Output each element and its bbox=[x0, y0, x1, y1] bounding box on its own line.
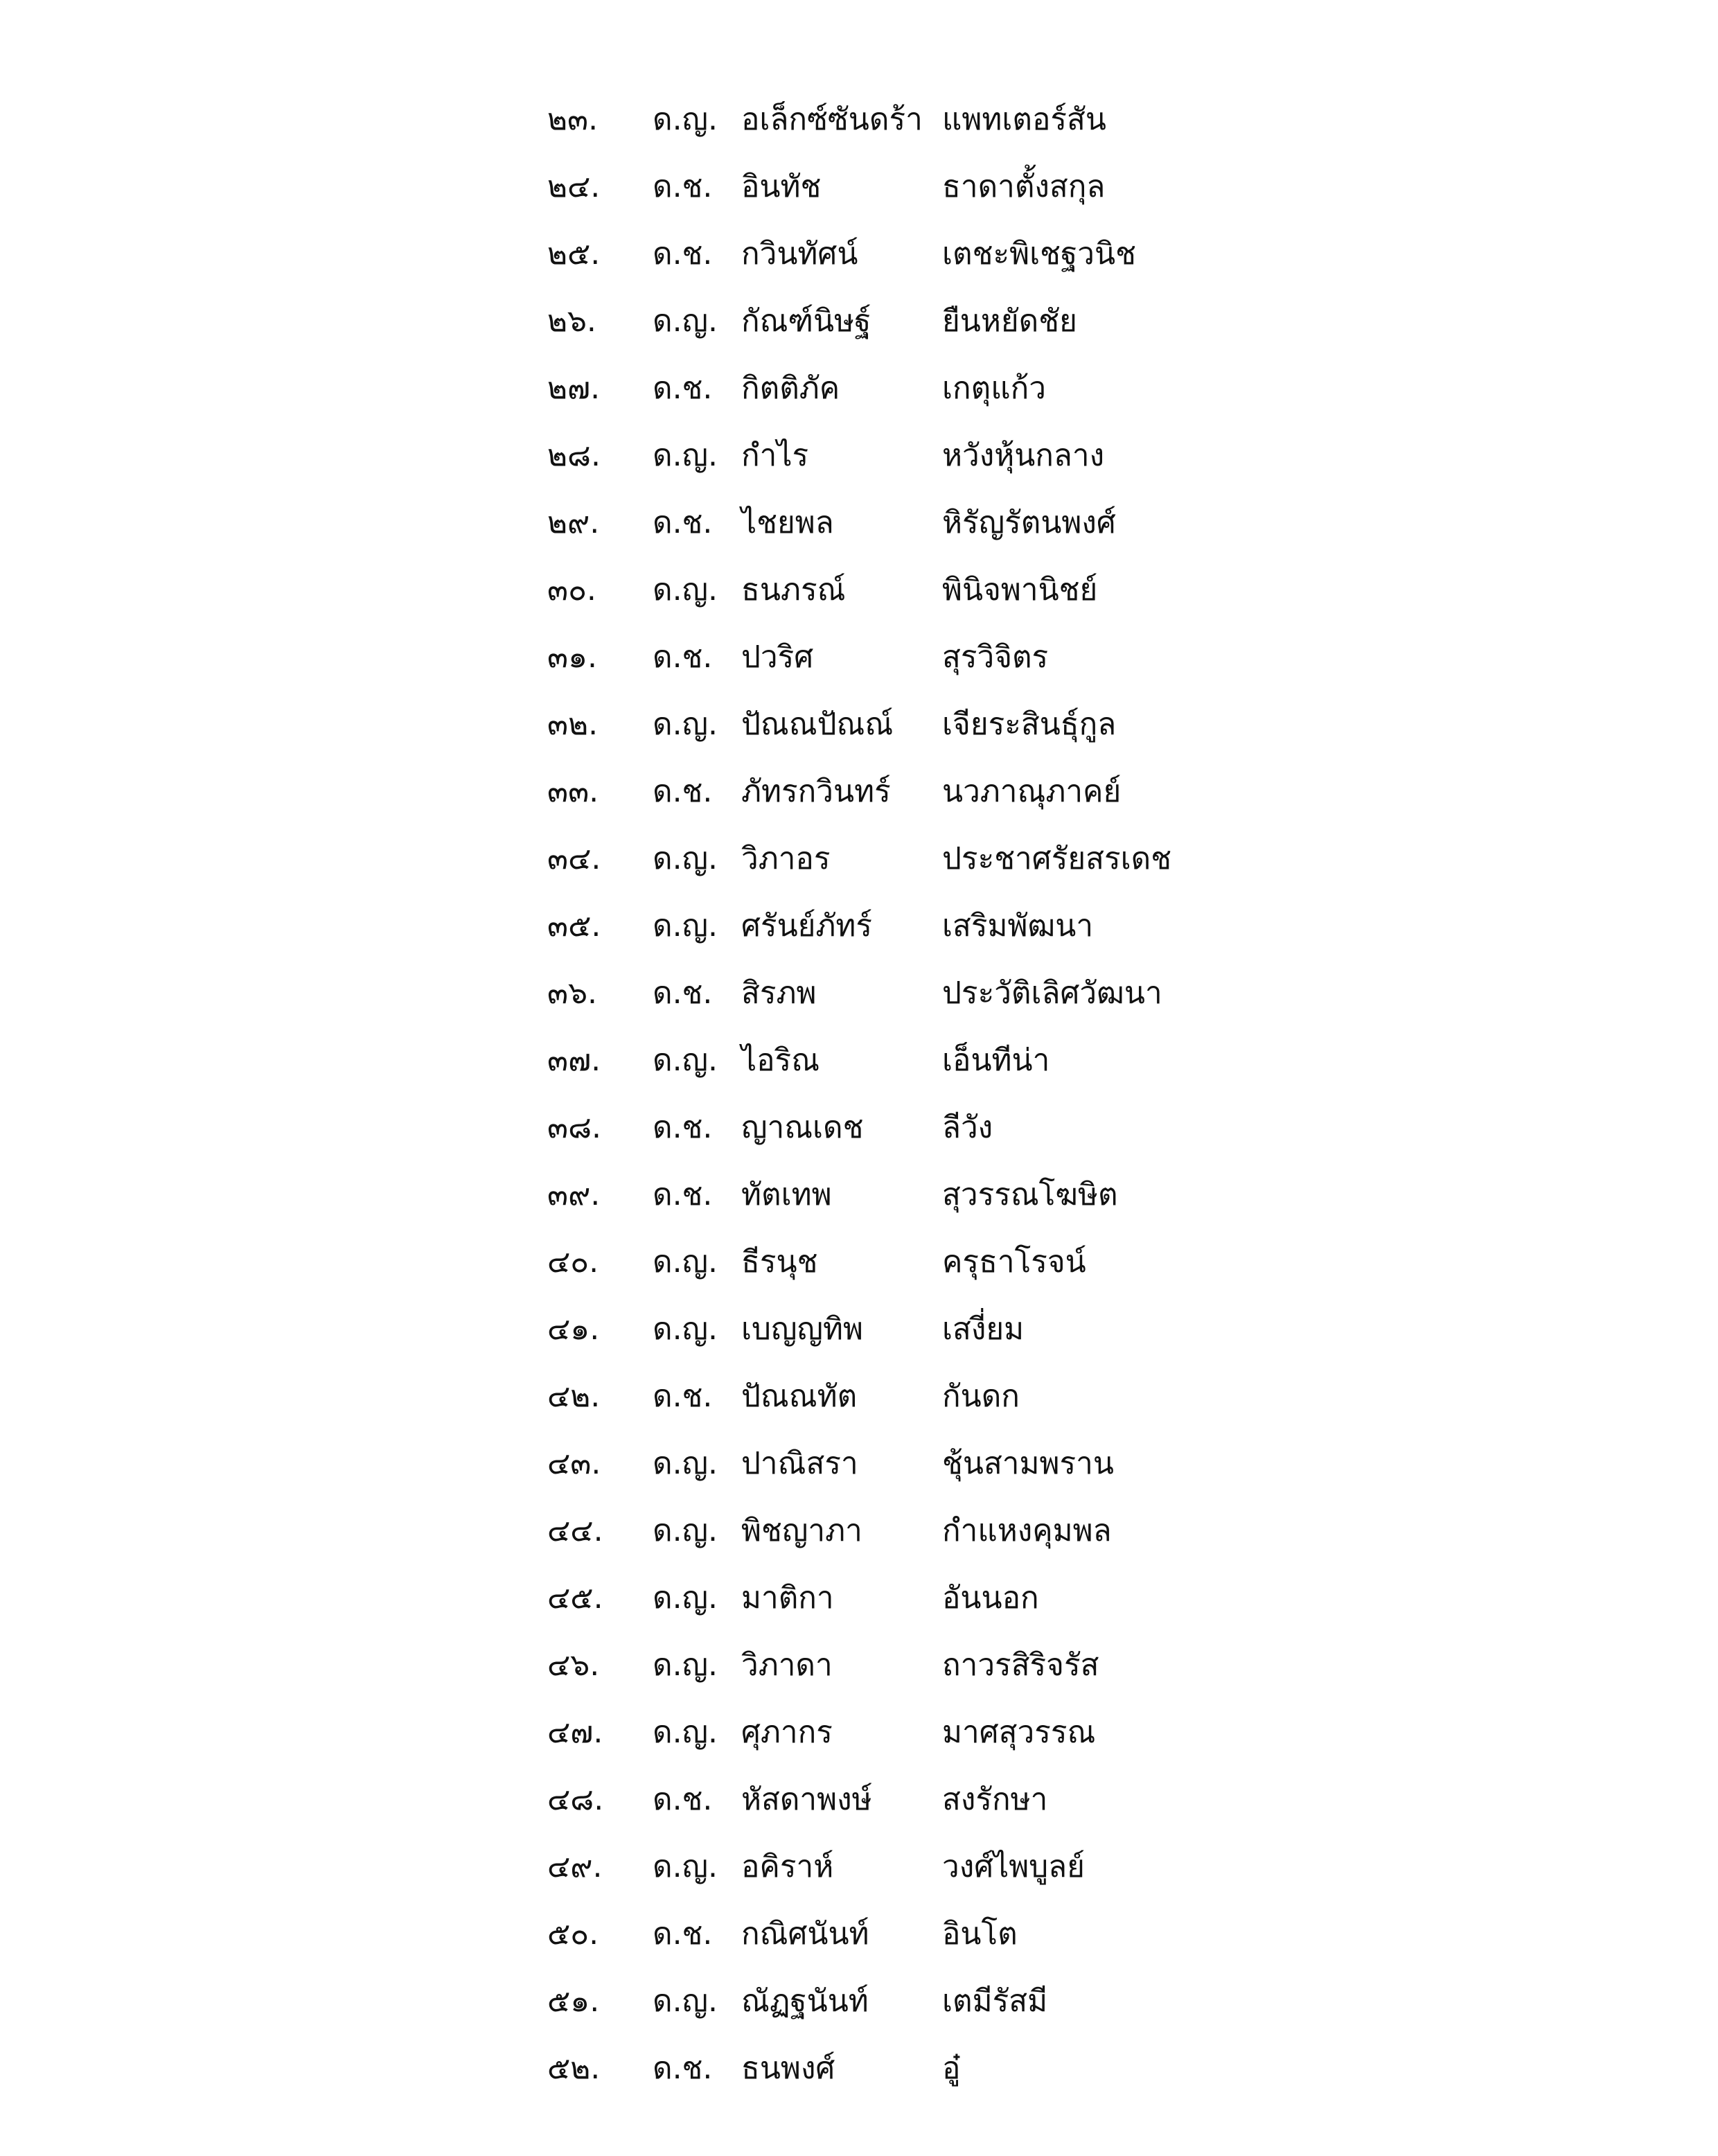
student-last-name: วงศ์ไพบูลย์ bbox=[942, 1849, 1085, 1884]
student-number: ๔๐. bbox=[547, 1244, 599, 1280]
student-last-name: นวภาณุภาคย์ bbox=[942, 774, 1122, 809]
student-number: ๒๓. bbox=[547, 102, 599, 137]
student-row bbox=[0, 556, 1718, 624]
student-number: ๕๐. bbox=[547, 1916, 599, 1952]
student-first-name: สิรภพ bbox=[741, 975, 817, 1011]
student-number: ๒๔. bbox=[547, 169, 601, 204]
student-title: ด.ญ. bbox=[653, 438, 718, 473]
student-first-name: เบญญทิพ bbox=[741, 1311, 863, 1347]
student-title: ด.ช. bbox=[653, 2051, 713, 2086]
student-first-name: ศุภากร bbox=[741, 1715, 833, 1750]
student-first-name: กิตติภัค bbox=[741, 371, 840, 406]
student-row bbox=[0, 355, 1718, 422]
student-last-name: สุวรรณโฆษิต bbox=[942, 1177, 1118, 1212]
student-last-name: หิรัญรัตนพงศ์ bbox=[942, 505, 1116, 540]
student-row bbox=[0, 1833, 1718, 1900]
student-last-name: แพทเตอร์สัน bbox=[942, 102, 1106, 137]
student-last-name: ชุ้นสามพราน bbox=[942, 1446, 1114, 1481]
student-row bbox=[0, 1900, 1718, 1968]
student-row bbox=[0, 1296, 1718, 1363]
student-last-name: เจียระสินธุ์กูล bbox=[942, 707, 1117, 742]
student-last-name: มาศสุวรรณ bbox=[942, 1715, 1096, 1750]
student-first-name: กัณฑ์นิษฐ์ bbox=[741, 303, 871, 339]
student-last-name: เสริมพัฒนา bbox=[942, 908, 1094, 944]
student-last-name: ลีวัง bbox=[942, 1110, 993, 1145]
student-number: ๓๐. bbox=[547, 572, 596, 608]
student-title: ด.ญ. bbox=[653, 1849, 718, 1884]
student-row bbox=[0, 1699, 1718, 1766]
student-number: ๔๖. bbox=[547, 1647, 600, 1683]
student-title: ด.ญ. bbox=[653, 1311, 718, 1347]
student-number: ๔๘. bbox=[547, 1782, 604, 1817]
student-row bbox=[0, 1497, 1718, 1564]
student-last-name: หวังหุ้นกลาง bbox=[942, 438, 1105, 473]
student-title: ด.ช. bbox=[653, 371, 713, 406]
student-number: ๒๖. bbox=[547, 303, 596, 339]
student-row bbox=[0, 960, 1718, 1027]
student-last-name: กันดก bbox=[942, 1379, 1020, 1414]
student-first-name: มาติกา bbox=[741, 1580, 834, 1616]
student-row bbox=[0, 86, 1718, 153]
student-first-name: พิชญาภา bbox=[741, 1513, 862, 1548]
student-row bbox=[0, 220, 1718, 288]
student-number: ๕๑. bbox=[547, 1983, 600, 2019]
student-first-name: ทัตเทพ bbox=[741, 1177, 832, 1212]
student-title: ด.ช. bbox=[653, 639, 713, 675]
student-last-name: เอ็นทีน่า bbox=[942, 1043, 1050, 1078]
student-number: ๔๔. bbox=[547, 1513, 603, 1548]
student-first-name: หัสดาพงษ์ bbox=[741, 1782, 872, 1817]
student-first-name: ไชยพล bbox=[741, 505, 834, 540]
student-title: ด.ญ. bbox=[653, 1446, 718, 1481]
student-row bbox=[0, 1968, 1718, 2035]
student-first-name: ศรันย์ภัทร์ bbox=[741, 908, 873, 944]
student-row bbox=[0, 1766, 1718, 1833]
student-last-name: กำแหงคุมพล bbox=[942, 1513, 1112, 1548]
student-first-name: ไอริณ bbox=[741, 1043, 820, 1078]
student-row bbox=[0, 2035, 1718, 2102]
student-number: ๓๗. bbox=[547, 1043, 601, 1078]
student-first-name: ณัฏฐนันท์ bbox=[741, 1983, 869, 2019]
student-title: ด.ช. bbox=[653, 505, 713, 540]
student-title: ด.ช. bbox=[653, 1782, 713, 1817]
student-name-list bbox=[0, 86, 1718, 2102]
student-last-name: อินโต bbox=[942, 1916, 1018, 1952]
student-title: ด.ญ. bbox=[653, 1513, 718, 1548]
student-title: ด.ช. bbox=[653, 975, 713, 1011]
student-last-name: ประชาศรัยสรเดช bbox=[942, 841, 1172, 876]
student-first-name: ภัทรกวินทร์ bbox=[741, 774, 891, 809]
student-number: ๒๗. bbox=[547, 371, 601, 406]
student-last-name: สุรวิจิตร bbox=[942, 639, 1049, 675]
student-title: ด.ญ. bbox=[653, 1715, 718, 1750]
student-row bbox=[0, 758, 1718, 825]
student-last-name: ธาดาตั้งสกุล bbox=[942, 169, 1106, 204]
student-last-name: ครุธาโรจน์ bbox=[942, 1244, 1086, 1280]
student-row bbox=[0, 892, 1718, 960]
student-number: ๓๕. bbox=[547, 908, 601, 944]
student-first-name: ธนพงศ์ bbox=[741, 2051, 835, 2086]
student-number: ๔๑. bbox=[547, 1311, 600, 1347]
student-row bbox=[0, 422, 1718, 489]
student-title: ด.ญ. bbox=[653, 1580, 718, 1616]
student-first-name: วิภาอร bbox=[741, 841, 831, 876]
student-title: ด.ช. bbox=[653, 774, 713, 809]
student-number: ๔๒. bbox=[547, 1379, 601, 1414]
student-last-name: อันนอก bbox=[942, 1580, 1039, 1616]
student-title: ด.ช. bbox=[653, 1110, 713, 1145]
student-number: ๓๒. bbox=[547, 707, 599, 742]
student-last-name: เตชะพิเชฐวนิช bbox=[942, 236, 1136, 272]
student-number: ๓๓. bbox=[547, 774, 599, 809]
student-title: ด.ญ. bbox=[653, 572, 718, 608]
student-last-name: เตมีรัสมี bbox=[942, 1983, 1048, 2019]
student-first-name: ธนภรณ์ bbox=[741, 572, 846, 608]
student-last-name: อู๋ bbox=[942, 2051, 961, 2086]
student-number: ๓๔. bbox=[547, 841, 601, 876]
student-first-name: อเล็กซ์ซันดร้า bbox=[741, 102, 923, 137]
student-first-name: วิภาดา bbox=[741, 1647, 833, 1683]
student-number: ๔๗. bbox=[547, 1715, 603, 1750]
student-number: ๓๙. bbox=[547, 1177, 601, 1212]
student-number: ๔๓. bbox=[547, 1446, 601, 1481]
student-first-name: ปัณณทัต bbox=[741, 1379, 858, 1414]
student-last-name: เสงี่ยม bbox=[942, 1311, 1025, 1347]
student-first-name: ปวริศ bbox=[741, 639, 814, 675]
student-row bbox=[0, 825, 1718, 892]
student-row bbox=[0, 1564, 1718, 1632]
student-title: ด.ญ. bbox=[653, 1647, 718, 1683]
student-number: ๓๖. bbox=[547, 975, 597, 1011]
student-first-name: ปัณณปัณณ์ bbox=[741, 707, 894, 742]
student-title: ด.ญ. bbox=[653, 303, 718, 339]
student-row bbox=[0, 1363, 1718, 1430]
student-row bbox=[0, 1161, 1718, 1228]
student-number: ๒๘. bbox=[547, 438, 601, 473]
student-first-name: กวินทัศน์ bbox=[741, 236, 858, 272]
student-first-name: กำไร bbox=[741, 438, 809, 473]
student-title: ด.ญ. bbox=[653, 102, 718, 137]
student-number: ๒๕. bbox=[547, 236, 601, 272]
student-row bbox=[0, 1228, 1718, 1296]
student-row bbox=[0, 1632, 1718, 1699]
student-title: ด.ช. bbox=[653, 1177, 713, 1212]
student-title: ด.ช. bbox=[653, 1916, 713, 1952]
student-row bbox=[0, 1027, 1718, 1094]
student-number: ๓๘. bbox=[547, 1110, 602, 1145]
student-last-name: ยืนหยัดชัย bbox=[942, 303, 1077, 339]
student-last-name: ถาวรสิริจรัส bbox=[942, 1647, 1099, 1683]
student-first-name: อินทัช bbox=[741, 169, 822, 204]
student-title: ด.ญ. bbox=[653, 707, 718, 742]
student-first-name: กณิศนันท์ bbox=[741, 1916, 869, 1952]
student-first-name: ธีรนุช bbox=[741, 1244, 818, 1280]
student-first-name: ญาณเดช bbox=[741, 1110, 864, 1145]
student-title: ด.ญ. bbox=[653, 1043, 718, 1078]
student-row bbox=[0, 288, 1718, 355]
student-row bbox=[0, 624, 1718, 691]
student-last-name: ประวัติเลิศวัฒนา bbox=[942, 975, 1162, 1011]
student-title: ด.ช. bbox=[653, 1379, 713, 1414]
student-number: ๒๙. bbox=[547, 505, 600, 540]
student-row bbox=[0, 1094, 1718, 1161]
student-title: ด.ญ. bbox=[653, 1983, 718, 2019]
student-number: ๔๕. bbox=[547, 1580, 603, 1616]
student-first-name: ปาณิสรา bbox=[741, 1446, 858, 1481]
student-last-name: พินิจพานิชย์ bbox=[942, 572, 1098, 608]
student-row bbox=[0, 691, 1718, 758]
student-row bbox=[0, 489, 1718, 556]
student-title: ด.ช. bbox=[653, 169, 713, 204]
student-row bbox=[0, 153, 1718, 220]
student-last-name: สงรักษา bbox=[942, 1782, 1048, 1817]
student-number: ๔๙. bbox=[547, 1849, 603, 1884]
student-number: ๕๒. bbox=[547, 2051, 601, 2086]
student-first-name: อคิราห์ bbox=[741, 1849, 834, 1884]
student-last-name: เกตุแก้ว bbox=[942, 371, 1046, 406]
student-title: ด.ช. bbox=[653, 236, 713, 272]
student-number: ๓๑. bbox=[547, 639, 597, 675]
student-row bbox=[0, 1430, 1718, 1497]
student-title: ด.ญ. bbox=[653, 908, 718, 944]
student-title: ด.ญ. bbox=[653, 1244, 718, 1280]
student-title: ด.ญ. bbox=[653, 841, 718, 876]
